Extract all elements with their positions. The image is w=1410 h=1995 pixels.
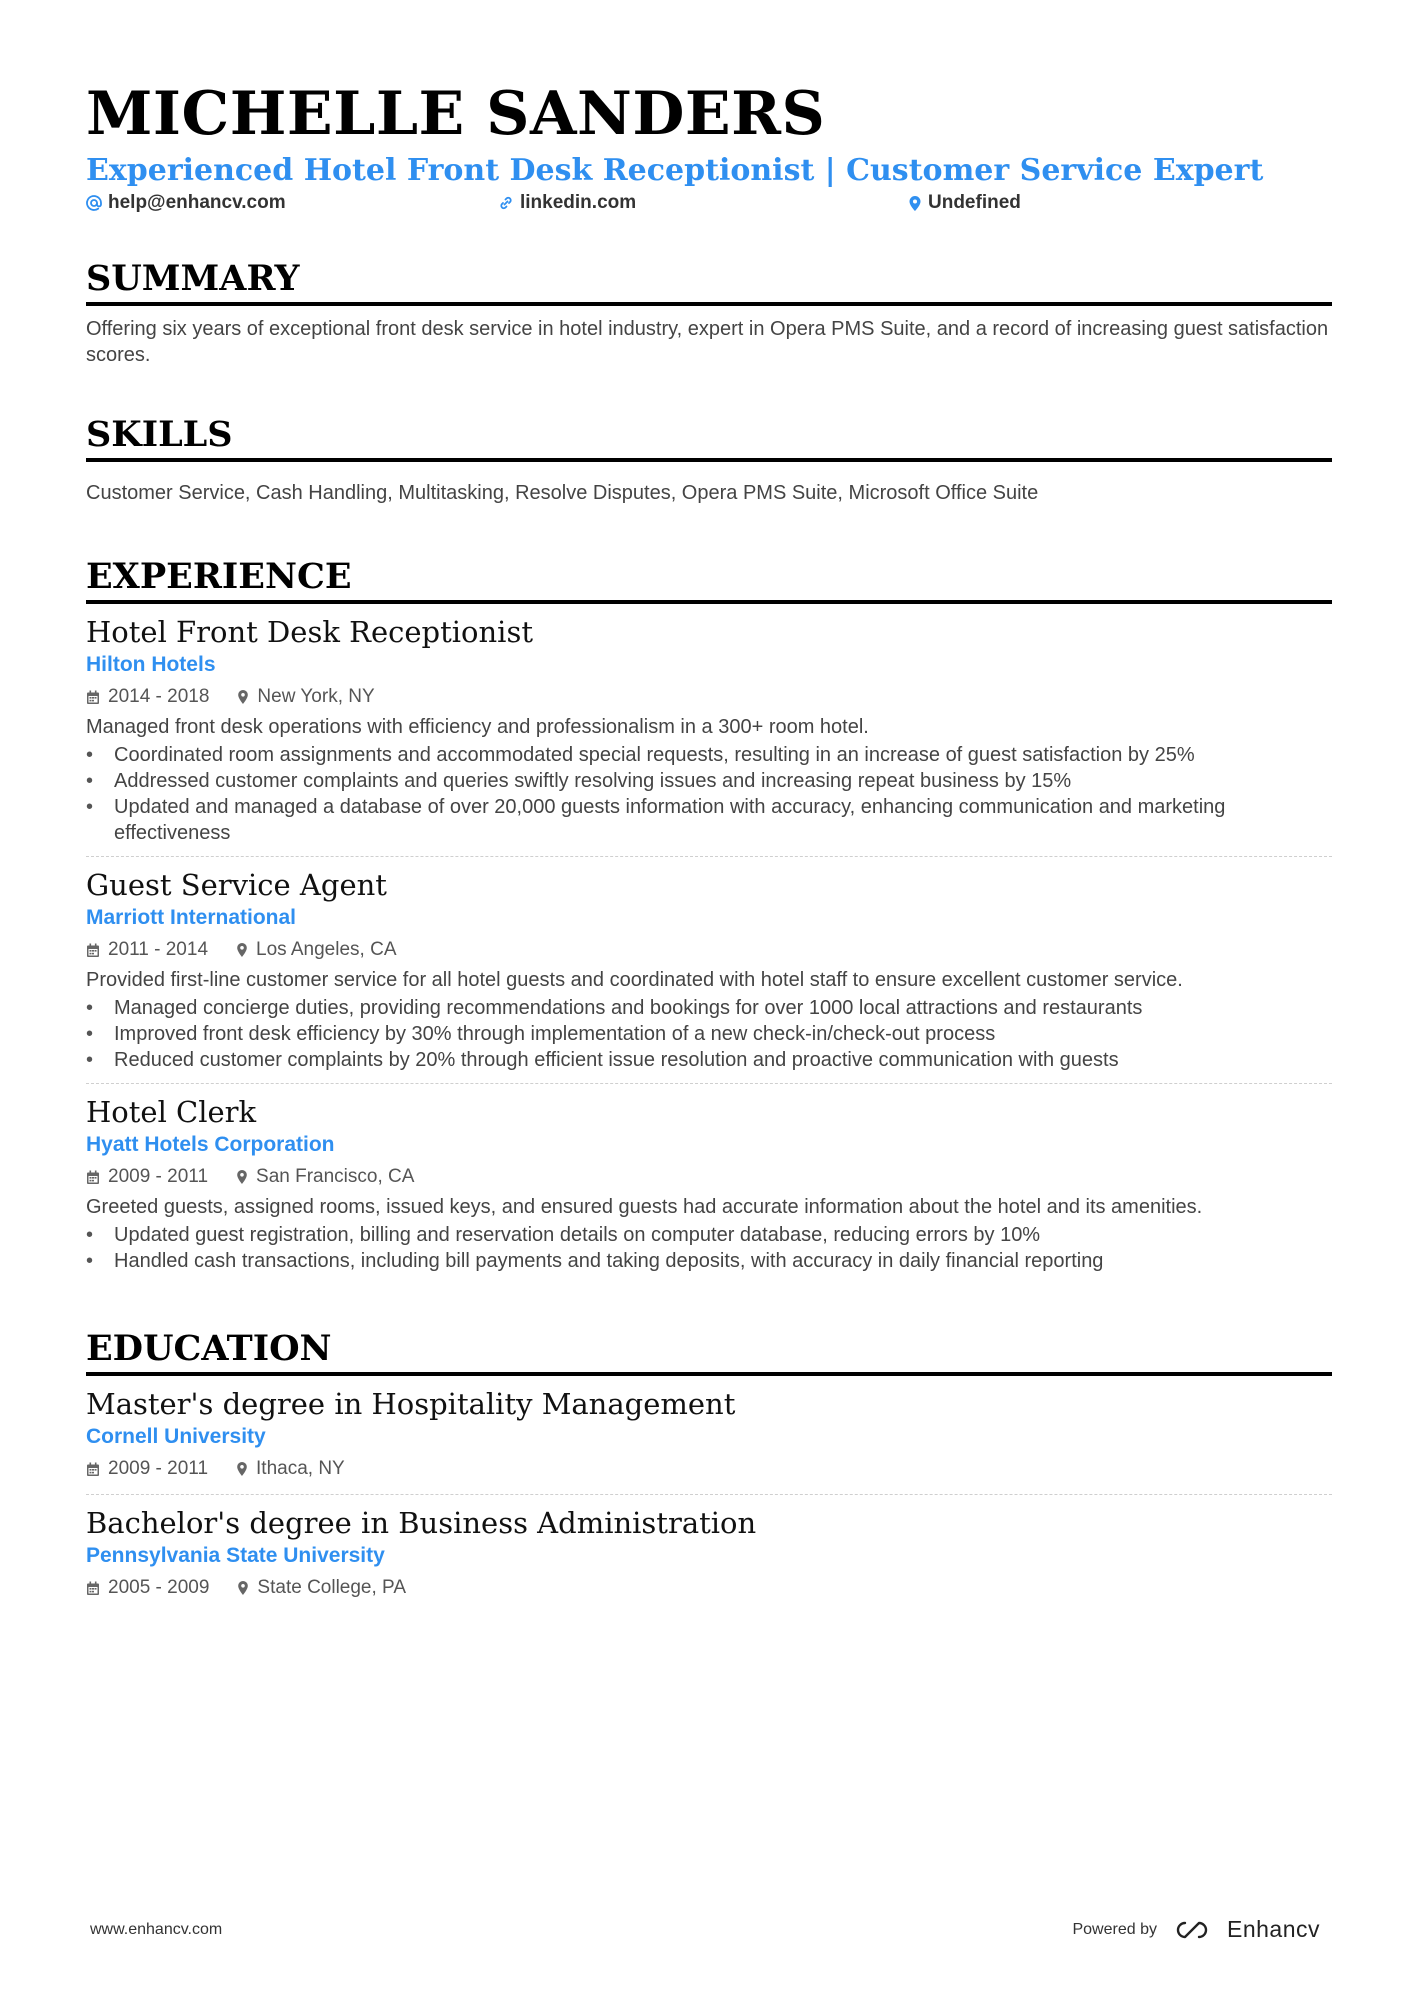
summary-title: SUMMARY (86, 258, 1332, 306)
location-pin-icon (236, 1169, 248, 1185)
achievement-list (86, 995, 1332, 1073)
job-title: Guest Service Agent (86, 868, 387, 902)
job-location: San Francisco, CA (256, 1166, 415, 1187)
resume-header (86, 78, 1332, 218)
degree-title: Bachelor's degree in Business Administration (86, 1506, 757, 1540)
achievement-item: • Updated guest registration, billing and reservation details on computer database, reducing errors by 10% (86, 1222, 1332, 1248)
summary-text: Offering six years of exceptional front desk service in hotel industry, expert in Opera PMS Suite, and a record of increasing guest satisfaction scores. (86, 318, 1329, 366)
summary-section (86, 258, 1332, 368)
location-pin-icon (237, 689, 249, 705)
at-icon (86, 195, 102, 211)
experience-title: EXPERIENCE (86, 556, 1332, 604)
achievement-item: • Updated and managed a database of over 20,000 guests information with accuracy, enhancing communication and marketing effectiveness (86, 794, 1332, 846)
calendar-icon (86, 690, 100, 705)
job-dates: 2011 - 2014 (108, 939, 209, 960)
job-meta (86, 1162, 1332, 1192)
contact-email[interactable] (86, 192, 286, 214)
job-description: Provided first-line customer service for all hotel guests and coordinated with hotel staff to ensure excellent customer service. (86, 969, 1183, 991)
candidate-name: MICHELLE SANDERS (86, 79, 826, 149)
calendar-icon (86, 1170, 100, 1185)
education-title: EDUCATION (86, 1328, 1332, 1376)
achievement-item: • Addressed customer complaints and queries swiftly resolving issues and increasing repeat business by 15% (86, 768, 1332, 794)
powered-by-label: Powered by (1072, 1920, 1157, 1938)
candidate-headline: Experienced Hotel Front Desk Receptionist | Customer Service Expert (86, 153, 1264, 188)
footer-website-link[interactable]: www.enhancv.com (90, 1920, 223, 1938)
link-icon (498, 195, 514, 211)
education-entry (86, 1376, 1332, 1494)
education-meta (86, 1573, 1332, 1603)
contact-row (86, 192, 1332, 218)
enhancv-logo-icon (1171, 1919, 1217, 1941)
education-location: State College, PA (257, 1577, 406, 1598)
job-meta (86, 682, 1332, 712)
skills-title: SKILLS (86, 414, 1332, 462)
job-location: Los Angeles, CA (256, 939, 397, 960)
job-title: Hotel Clerk (86, 1095, 257, 1129)
brand-name: Enhancv (1226, 1916, 1320, 1942)
calendar-icon (86, 1462, 100, 1477)
enhancv-logo[interactable] (1171, 1916, 1320, 1943)
achievement-item: • Managed concierge duties, providing recommendations and bookings for over 1000 local attractions and restaurants (86, 995, 1332, 1021)
location-pin-icon (236, 1461, 248, 1477)
education-location: Ithaca, NY (256, 1458, 345, 1479)
degree-title: Master's degree in Hospitality Management (86, 1387, 736, 1421)
achievement-item: • Coordinated room assignments and accommodated special requests, resulting in an increase of guest satisfaction by 25% (86, 742, 1332, 768)
experience-entry (86, 604, 1332, 856)
school-name: Pennsylvania State University (86, 1544, 385, 1567)
calendar-icon (86, 1581, 100, 1596)
achievement-item: • Handled cash transactions, including bill payments and taking deposits, with accuracy in daily financial reporting (86, 1248, 1332, 1274)
achievement-list (86, 742, 1332, 846)
job-dates: 2009 - 2011 (108, 1166, 209, 1187)
experience-entry (86, 1083, 1332, 1284)
achievement-item: • Reduced customer complaints by 20% through efficient issue resolution and proactive communication with guests (86, 1047, 1332, 1073)
job-description: Greeted guests, assigned rooms, issued keys, and ensured guests had accurate information about the hotel and its amenities. (86, 1196, 1203, 1218)
linkedin-text: linkedin.com (520, 192, 637, 213)
school-name: Cornell University (86, 1425, 266, 1448)
location-pin-icon (236, 942, 248, 958)
location-pin-icon (237, 1580, 249, 1596)
email-text: help@enhancv.com (108, 192, 286, 213)
contact-linkedin[interactable] (498, 192, 636, 214)
powered-by (1072, 1916, 1320, 1943)
education-entry (86, 1494, 1332, 1613)
achievement-list (86, 1222, 1332, 1274)
job-meta (86, 935, 1332, 965)
education-meta (86, 1454, 1332, 1484)
location-text: Undefined (928, 192, 1021, 213)
page-footer (90, 1916, 1320, 1943)
experience-section (86, 556, 1332, 1284)
skills-text: Customer Service, Cash Handling, Multitasking, Resolve Disputes, Opera PMS Suite, Microsoft Office Suite (86, 482, 1039, 504)
job-dates: 2014 - 2018 (108, 686, 210, 707)
experience-entry (86, 856, 1332, 1083)
education-dates: 2005 - 2009 (108, 1577, 210, 1598)
contact-location (908, 192, 1021, 214)
company-name: Marriott International (86, 906, 297, 929)
company-name: Hilton Hotels (86, 653, 216, 676)
company-name: Hyatt Hotels Corporation (86, 1133, 335, 1156)
job-title: Hotel Front Desk Receptionist (86, 615, 533, 649)
resume-page (86, 78, 1332, 1613)
job-description: Managed front desk operations with efficiency and professionalism in a 300+ room hotel. (86, 716, 869, 738)
education-section (86, 1328, 1332, 1613)
location-pin-icon (908, 195, 922, 212)
skills-section (86, 414, 1332, 506)
calendar-icon (86, 943, 100, 958)
education-dates: 2009 - 2011 (108, 1458, 209, 1479)
job-location: New York, NY (257, 686, 375, 707)
achievement-item: • Improved front desk efficiency by 30% through implementation of a new check-in/check-out process (86, 1021, 1332, 1047)
